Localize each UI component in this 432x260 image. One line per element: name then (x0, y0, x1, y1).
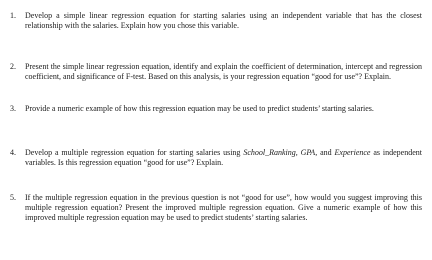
variable-experience: Experience (334, 148, 371, 157)
question-item (10, 11, 422, 31)
question-item (10, 62, 422, 82)
question-number: 2. (10, 62, 16, 71)
separator: , and (315, 148, 335, 157)
question-item (10, 104, 422, 114)
question-number: 5. (10, 193, 16, 202)
question-text-start: Develop a multiple regression equation for starting salaries using (25, 148, 244, 157)
variable-gpa: GPA (300, 148, 316, 157)
question-text: If the multiple regression equation in the previous question is not “good for use”, how would you suggest improving this multiple regression equation? Present the improved multiple regression equation. Give a numeric example of how this improved multiple regression equation may be used to predict students’ starting salaries. (25, 193, 422, 222)
question-text: Provide a numeric example of how this regression equation may be used to predict students’ starting salaries. (25, 104, 374, 113)
question-item (10, 193, 422, 223)
question-number: 4. (10, 148, 16, 157)
question-number: 1. (10, 11, 16, 20)
question-text-end: as independent variables. Is this regression equation “good for use”? Explain. (25, 148, 423, 167)
question-number: 3. (10, 104, 16, 113)
variable-school-ranking: School_Ranking (243, 148, 296, 157)
question-text: Present the simple linear regression equation, identify and explain the coefficient of determination, intercept and regression coefficient, and significance of F-test. Based on this analysis, is your regression equation “good for use”? Explain. (25, 62, 422, 81)
question-text (25, 148, 422, 168)
question-item (10, 148, 422, 168)
separator: , (295, 148, 301, 157)
question-text: Develop a simple linear regression equation for starting salaries using an independent variable that has the closest relationship with the salaries. Explain how you chose this variable. (25, 11, 422, 30)
